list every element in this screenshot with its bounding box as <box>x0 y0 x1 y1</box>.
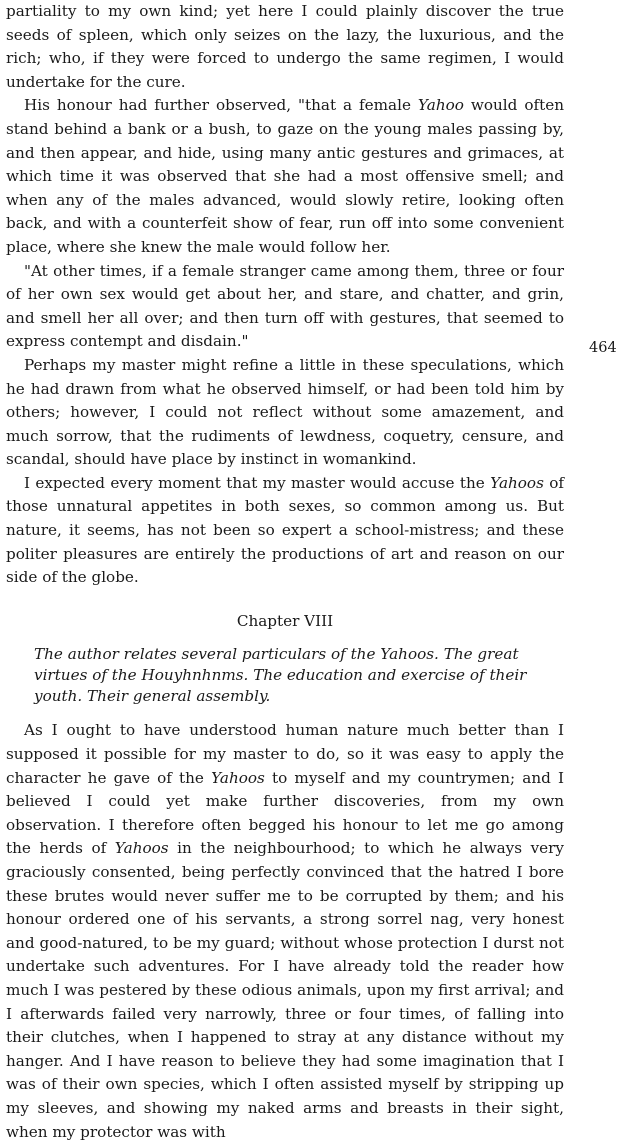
italic-term: Yahoo <box>417 96 464 115</box>
text-run: partiality to my own kind; yet here I could plainly discover the true seeds of spleen, which only seizes on the lazy, the luxurious, and the rich; who, if they were forced to undergo the same regimen, I would undertake for the cure. <box>6 2 564 91</box>
text-run: of those unnatural appetites in both sexes, so common among us. But nature, it seems, has not been so expert a school-mistress; and these politer pleasures are entirely the productions of art and reason on our side of the globe. <box>6 473 564 587</box>
paragraph <box>6 260 564 354</box>
italic-term: Yahoos <box>211 768 265 787</box>
text-run: As I ought to have understood human nature much better than I supposed it possible for my master to do, so it was easy to apply the character he gave of the <box>6 721 564 787</box>
text-run: in the neighbourhood; to which he always very graciously consented, being perfectly convinced that the hatred I bore these brutes would never suffer me to be corrupted by them; and his honour ordered one of his servants, a strong sorrel nag, very honest and good-natured, to be my guard; without whose protection I durst not undertake such adventures. For I have already told the reader how much I was pestered by these odious animals, upon my first arrival; and I afterwards failed very narrowly, three or four times, of falling into their clutches, when I happened to stray at any distance without my hanger. And I have reason to believe they had some imagination that I was of their own species, which I often assisted myself by stripping up my sleeves, and showing my naked arms and breasts in their sight, when my protector was with <box>6 839 564 1141</box>
text-run: "At other times, if a female stranger came among them, three or four of her own sex would get about her, and stare, and chatter, and grin, and smell her all over; and then turn off with gestures, that seemed to express contempt and disdain." <box>6 261 564 351</box>
italic-term: Yahoos <box>114 839 169 858</box>
paragraphs-after-chapter <box>6 719 564 1144</box>
page-text-column <box>6 0 564 1144</box>
chapter-summary: The author relates several particulars of the Yahoos. The great virtues of the Houyhnhnms. The education and exercise of their youth. Their general assembly. <box>34 645 527 706</box>
text-run: I expected every moment that my master would accuse the <box>24 473 491 492</box>
text-run: His honour had further observed, "that a female <box>24 96 418 115</box>
paragraph <box>6 94 564 259</box>
text-run: to myself and my countrymen; and I believed I could yet make further discoveries, from my own observation. I therefore often begged his honour to let me go among the herds of <box>6 768 564 858</box>
italic-term: Yahoos <box>490 473 544 492</box>
text-run: Perhaps my master might refine a little in these speculations, which he had drawn from what he observed himself, or had been told him by others; however, I could not reflect without some amazement, and much sorrow, that the rudiments of lewdness, coquetry, censure, and scandal, should have place by instinct in womankind. <box>6 355 564 469</box>
chapter-title: Chapter VIII <box>236 611 334 630</box>
paragraph <box>6 0 564 94</box>
paragraph <box>6 354 564 472</box>
text-run: would often stand behind a bank or a bush, to gaze on the young males passing by, and then appear, and hide, using many antic gestures and grimaces, at which time it was observed that she had a most offensive smell; and when any of the males advanced, would slowly retire, looking often back, and with a counterfeit show of fear, run off into some convenient place, where she knew the male would follow her. <box>6 96 564 256</box>
page-number: 464 <box>589 340 617 356</box>
paragraph <box>6 719 564 1144</box>
paragraphs-before-chapter <box>6 0 564 590</box>
paragraph <box>6 472 564 590</box>
